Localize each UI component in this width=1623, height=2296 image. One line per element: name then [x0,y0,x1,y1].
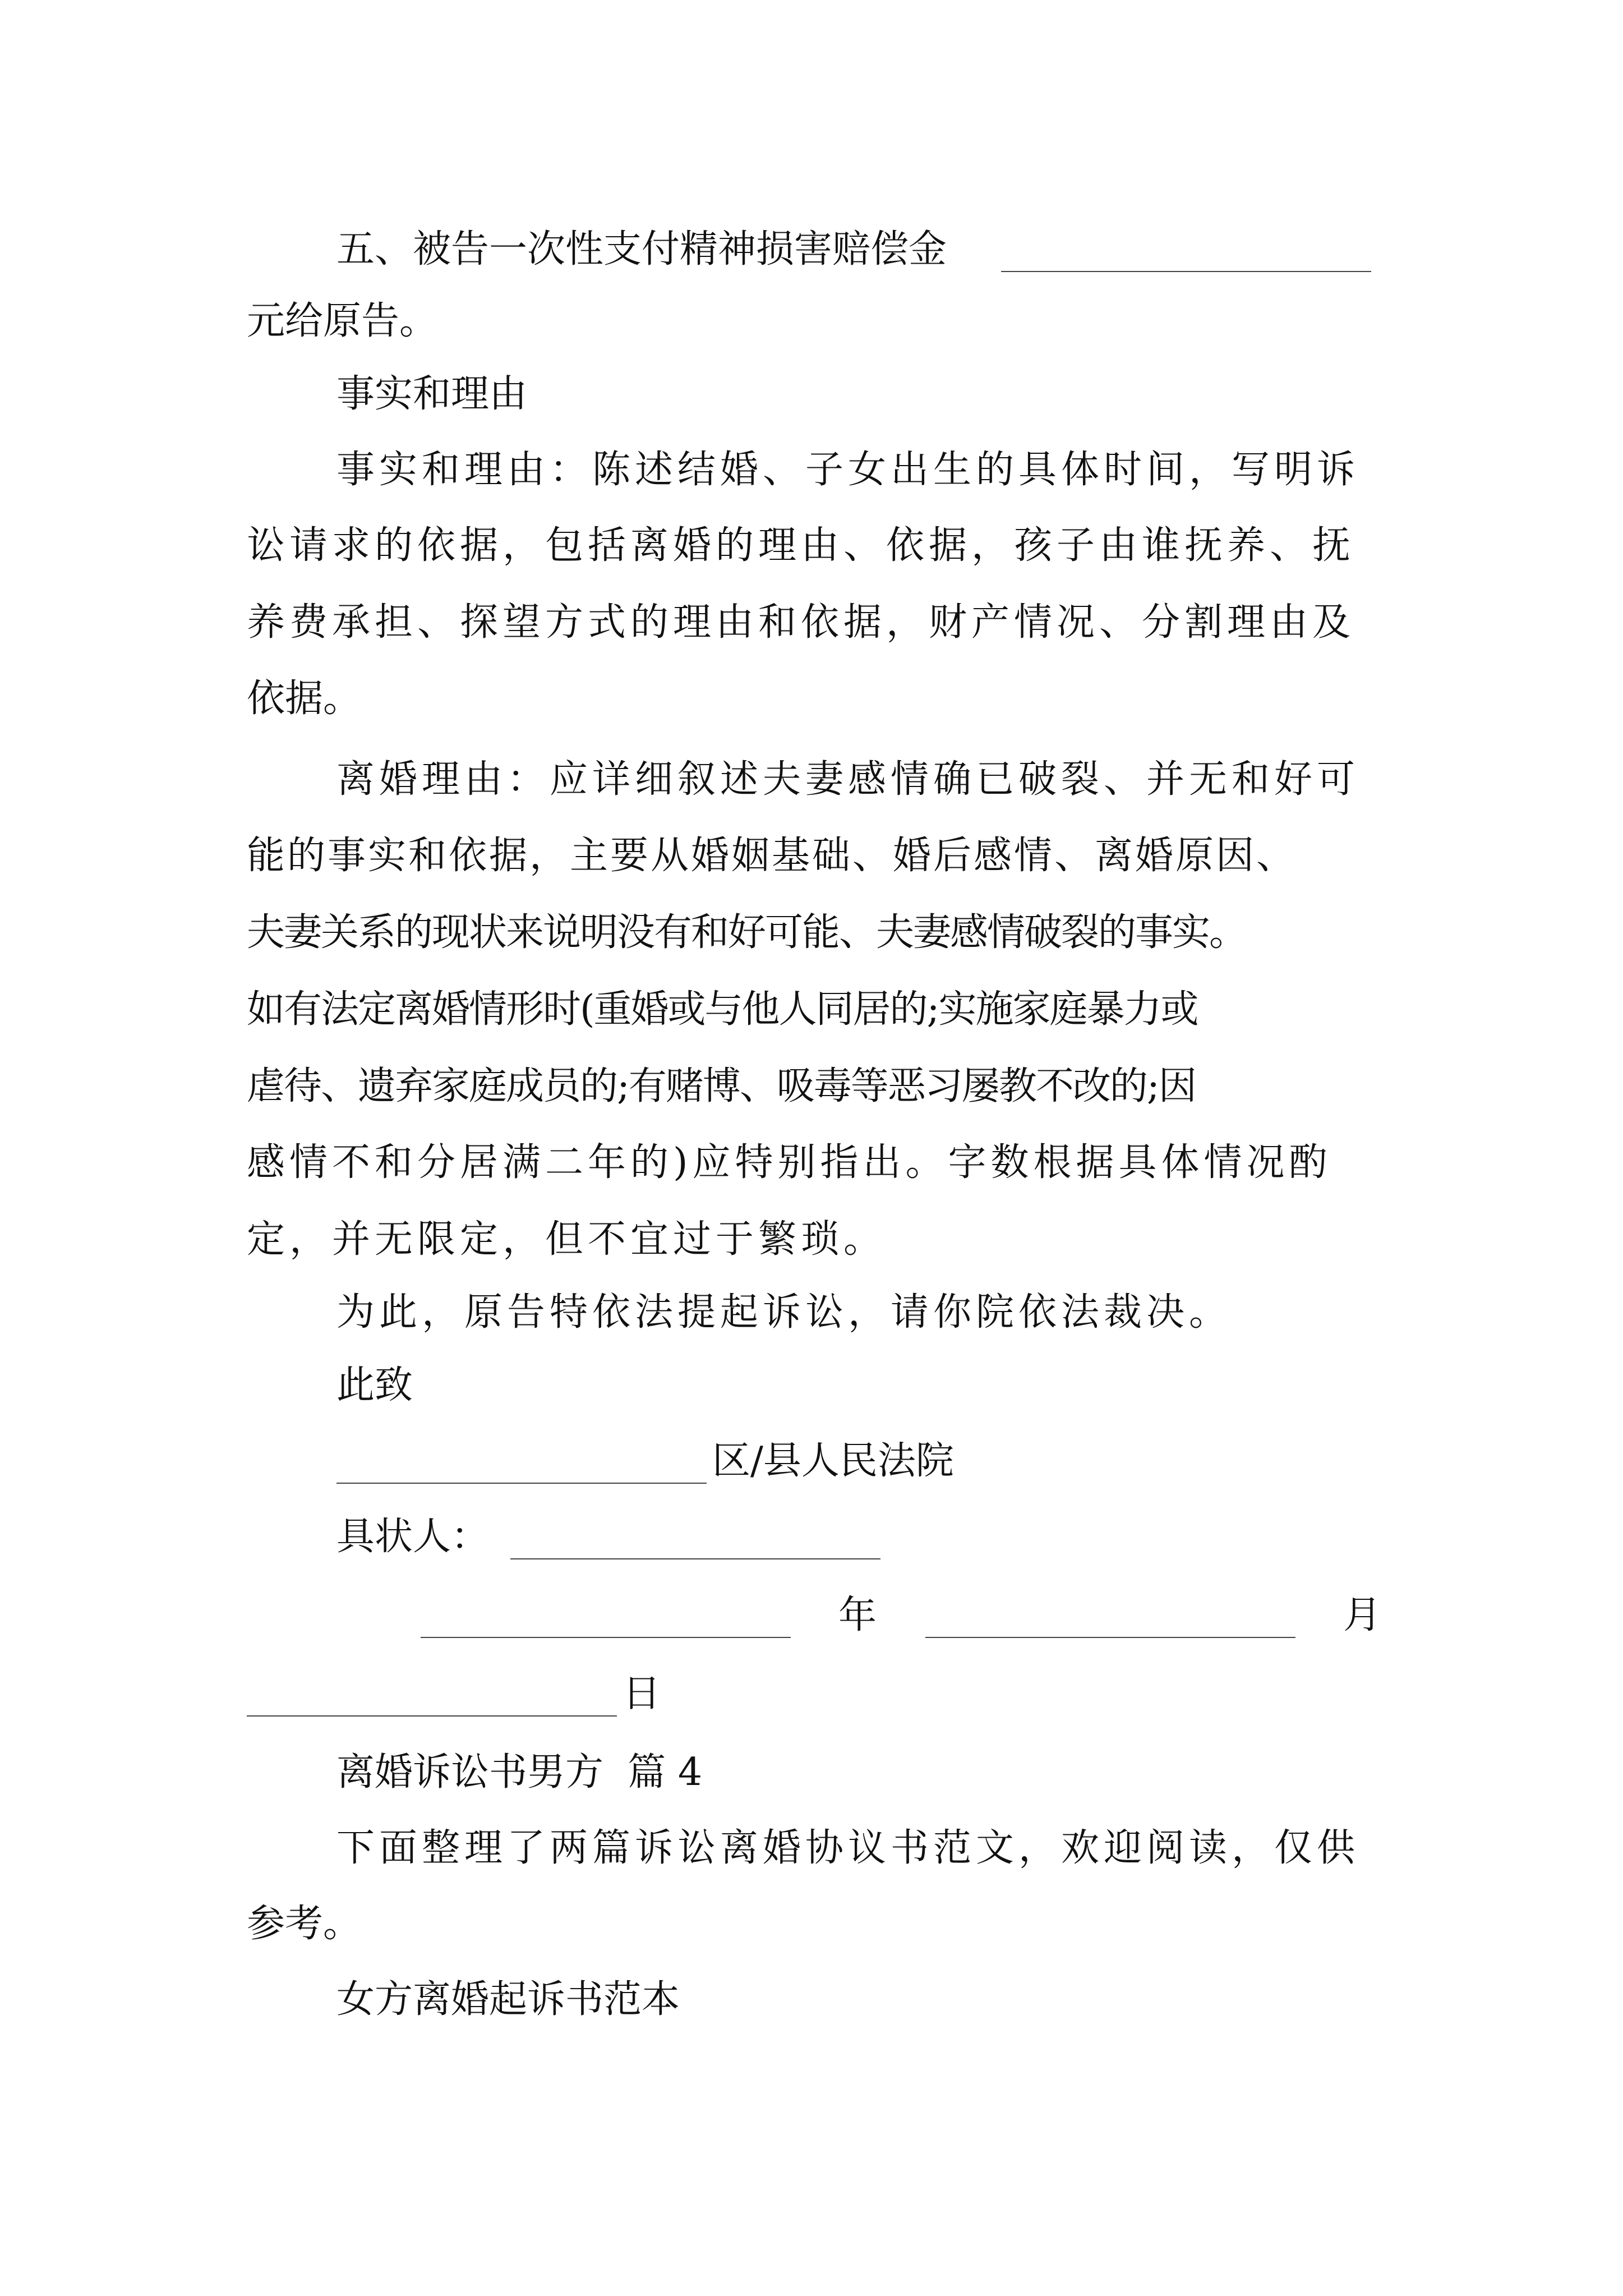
section-heading [0,1972,1623,2028]
date-day-line [0,1666,1623,1722]
line-text: 下面整理了两篇诉讼离婚协议书范文，欢迎阅读，仅供 [336,1826,1360,1870]
salutation [0,1358,1623,1414]
line-text: 此致 [336,1363,413,1407]
line-text: 事实和理由：陈述结婚、子女出生的具体时间，写明诉 [336,448,1360,492]
line-text: 区/县人民法院 [712,1439,954,1483]
fill-in-blank [510,1558,880,1559]
line-text: 离婚理由：应详细叙述夫妻感情确已破裂、并无和好可 [336,757,1360,802]
line-text: 夫妻关系的现状来说明没有和好可能、夫妻感情破裂的事实。 [247,910,1247,955]
line-text: 五、被告一次性支付精神损害赔偿金 [336,227,947,272]
fill-in-blank [925,1637,1295,1638]
fill-in-blank [247,1715,617,1717]
paragraph-line [0,1212,1623,1268]
paragraph-line [0,1896,1623,1952]
fill-in-blank [421,1637,791,1638]
court-line [0,1433,1623,1489]
date-line [0,1588,1623,1644]
paragraph-line [0,905,1623,961]
paragraph-line [0,1820,1623,1876]
paragraph-line [0,442,1623,498]
line-text: 事实和理由 [336,372,528,416]
paragraph-line [0,293,1623,349]
line-text: 为此，原告特依法提起诉讼，请你院依法裁决。 [336,1290,1232,1335]
paragraph-line [0,982,1623,1038]
signature-line [0,1509,1623,1565]
section-heading [0,1745,1623,1801]
paragraph-line [0,1135,1623,1191]
fill-in-blank [336,1483,707,1484]
paragraph-line [0,828,1623,884]
line-text: 能的事实和依据，主要从婚姻基础、婚后感情、离婚原因、 [247,834,1297,878]
date-year-label: 年 [838,1593,877,1637]
paragraph-line [0,222,1623,278]
line-text: 定，并无限定，但不宜过于繁琐。 [247,1217,887,1262]
paragraph-line [0,518,1623,574]
line-text: 虐待、遗弃家庭成员的;有赌博、吸毒等恶习屡教不改的;因 [247,1064,1196,1108]
fill-in-blank [1001,271,1371,272]
line-text: 养费承担、探望方式的理由和依据，财产情况、分割理由及 [247,600,1355,645]
line-text: 如有法定离婚情形时(重婚或与他人同居的;实施家庭暴力或 [247,987,1198,1032]
paragraph-line [0,752,1623,808]
line-text: 女方离婚起诉书范本 [336,1977,680,2022]
line-text: 讼请求的依据，包括离婚的理由、依据，孩子由谁抚养、抚 [247,523,1355,568]
paragraph-line [0,595,1623,651]
line-text: 参考。 [247,1902,362,1946]
line-text: 具状人： [336,1515,490,1559]
paragraph-line [0,1285,1623,1341]
line-text: 元给原告。 [247,299,438,343]
line-text: 离婚诉讼书男方 篇 4 [336,1750,703,1795]
date-month-label: 月 [1343,1593,1382,1637]
line-text: 依据。 [247,677,362,721]
line-text: 感情不和分居满二年的)应特别指出。字数根据具体情况酌 [247,1140,1332,1185]
section-heading [0,366,1623,422]
date-day-label: 日 [623,1672,661,1716]
paragraph-line [0,671,1623,727]
paragraph-line [0,1059,1623,1115]
